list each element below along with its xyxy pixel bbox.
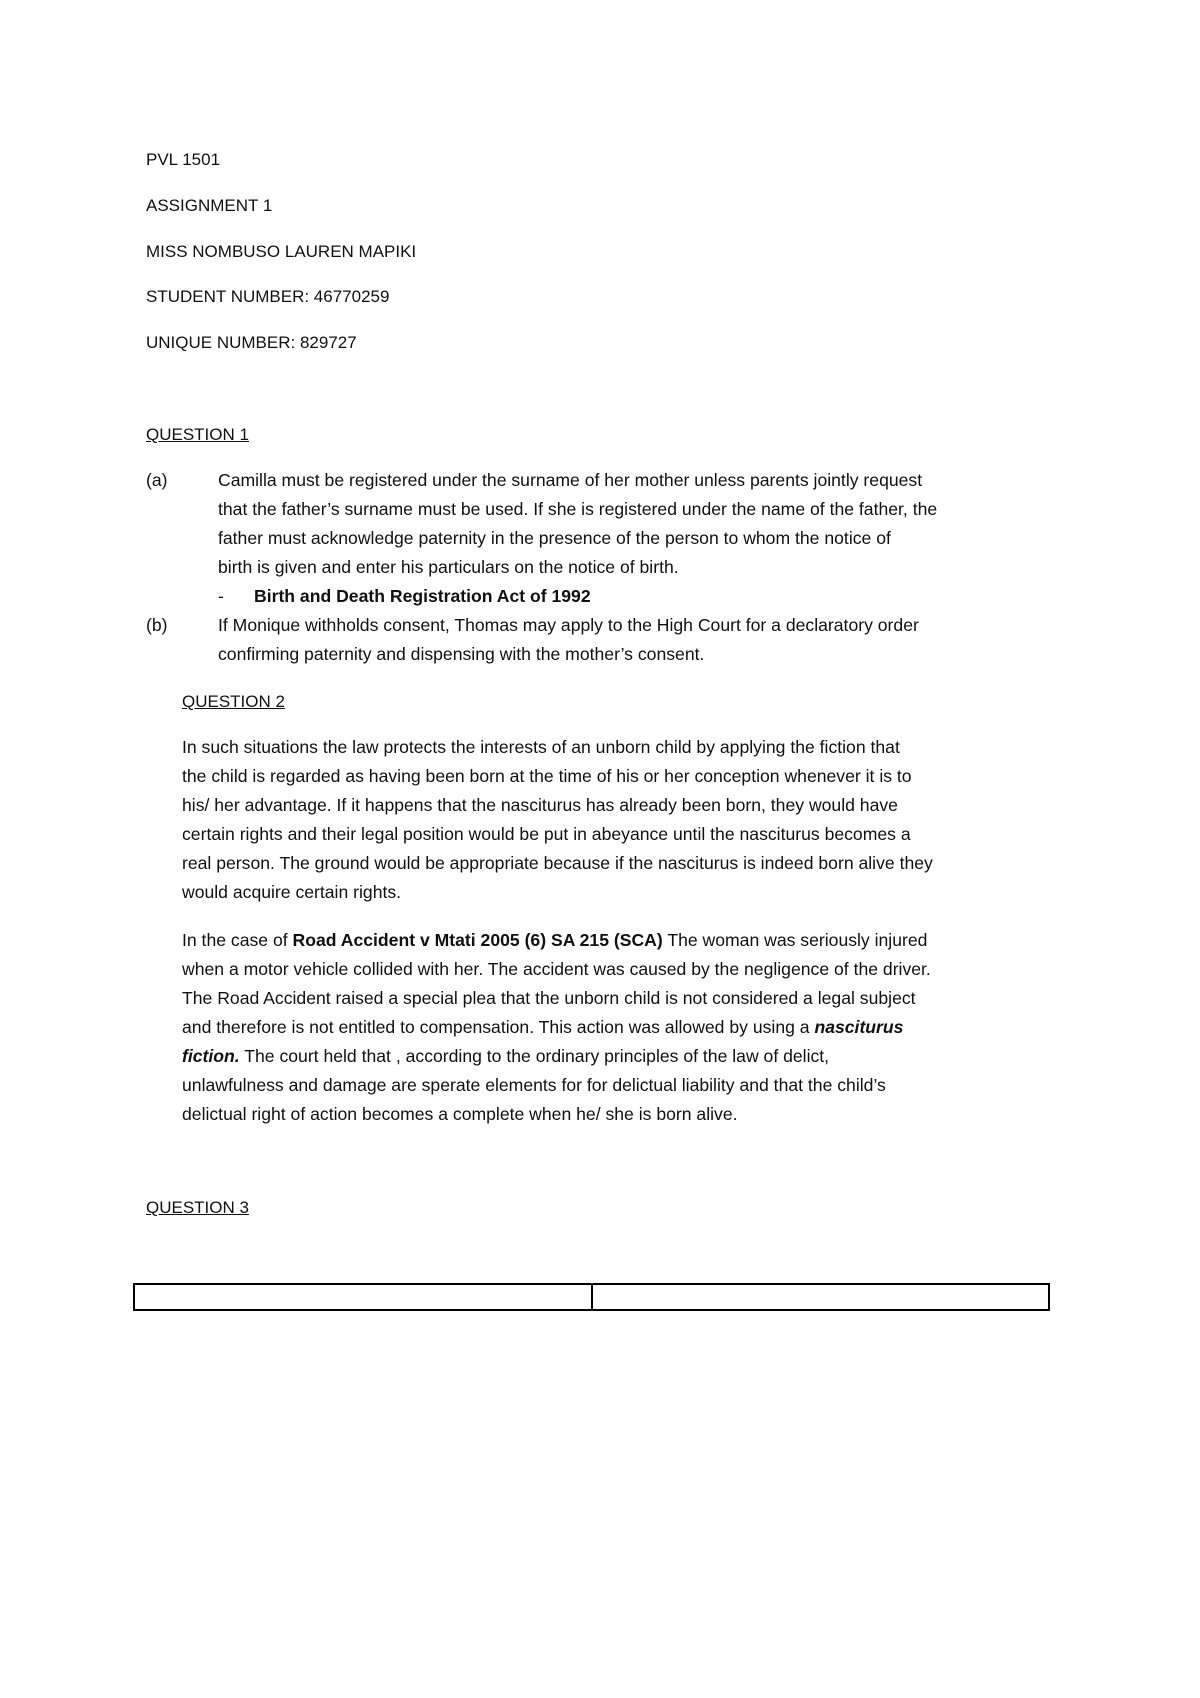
item-b-line: If Monique withholds consent, Thomas may apply to the High Court for a declaratory order <box>218 615 919 635</box>
question-2-heading: QUESTION 2 <box>182 692 285 711</box>
item-a-text <box>218 466 937 582</box>
act-name: Birth and Death Registration Act of 1992 <box>254 586 591 606</box>
item-a-line: birth is given and enter his particulars on the notice of birth. <box>218 557 679 577</box>
question-1-heading: QUESTION 1 <box>146 425 249 444</box>
item-b-text <box>218 611 919 669</box>
act-reference <box>218 582 591 611</box>
student-number: STUDENT NUMBER: 46770259 <box>146 287 390 306</box>
table-cell <box>134 1284 592 1310</box>
paragraph-line <box>182 1013 1082 1042</box>
paragraph-line: unlawfulness and damage are sperate elements for for delictual liability and that the child’s <box>182 1075 886 1095</box>
paragraph-line: certain rights and their legal position would be put in abeyance until the nasciturus becomes a <box>182 824 911 844</box>
paragraph-line: the child is regarded as having been born at the time of his or her conception whenever it is to <box>182 766 912 786</box>
item-b-marker: (b) <box>146 615 168 635</box>
item-a-marker: (a) <box>146 470 168 490</box>
nasciturus-term: nasciturus <box>814 1017 904 1037</box>
paragraph-line: In such situations the law protects the interests of an unborn child by applying the fiction that <box>182 737 900 757</box>
fiction-term: fiction. <box>182 1046 240 1066</box>
student-name: MISS NOMBUSO LAUREN MAPIKI <box>146 242 417 261</box>
act-dash: - <box>218 586 224 606</box>
question-3-table <box>133 1283 1050 1311</box>
item-b-line: confirming paternity and dispensing with the mother’s consent. <box>218 644 705 664</box>
paragraph-line: his/ her advantage. If it happens that the nasciturus has already been born, they would have <box>182 795 898 815</box>
course-code: PVL 1501 <box>146 150 221 169</box>
item-a-line: father must acknowledge paternity in the presence of the person to whom the notice of <box>218 528 891 548</box>
line-5-text: The court held that , according to the ordinary principles of the law of delict, <box>239 1046 830 1066</box>
paragraph-line: real person. The ground would be appropriate because if the nasciturus is indeed born alive they <box>182 853 933 873</box>
paragraph-line <box>182 926 1082 955</box>
table-row <box>134 1284 1049 1310</box>
question-2-paragraph-1 <box>182 733 1082 907</box>
unique-number: UNIQUE NUMBER: 829727 <box>146 333 357 352</box>
paragraph-line <box>182 1042 1082 1071</box>
question-2-paragraph-2 <box>182 926 1082 1129</box>
item-a-line: Camilla must be registered under the surname of her mother unless parents jointly request <box>218 470 923 490</box>
item-a-line: that the father’s surname must be used. If she is registered under the name of the father, the <box>218 499 938 519</box>
assignment-title: ASSIGNMENT 1 <box>146 196 273 215</box>
paragraph-line: when a motor vehicle collided with her. The accident was caused by the negligence of the driver. <box>182 959 931 979</box>
case-line-1-rest: The woman was seriously injured <box>662 930 928 950</box>
paragraph-line: delictual right of action becomes a complete when he/ she is born alive. <box>182 1104 738 1124</box>
table-cell <box>592 1284 1049 1310</box>
case-citation: Road Accident v Mtati 2005 (6) SA 215 (SCA) <box>292 930 663 950</box>
case-intro: In the case of <box>182 930 293 950</box>
line-4-text: and therefore is not entitled to compensation. This action was allowed by using a <box>182 1017 815 1037</box>
question-3-heading: QUESTION 3 <box>146 1198 249 1217</box>
paragraph-line: would acquire certain rights. <box>182 882 402 902</box>
paragraph-line: The Road Accident raised a special plea that the unborn child is not considered a legal subject <box>182 988 916 1008</box>
